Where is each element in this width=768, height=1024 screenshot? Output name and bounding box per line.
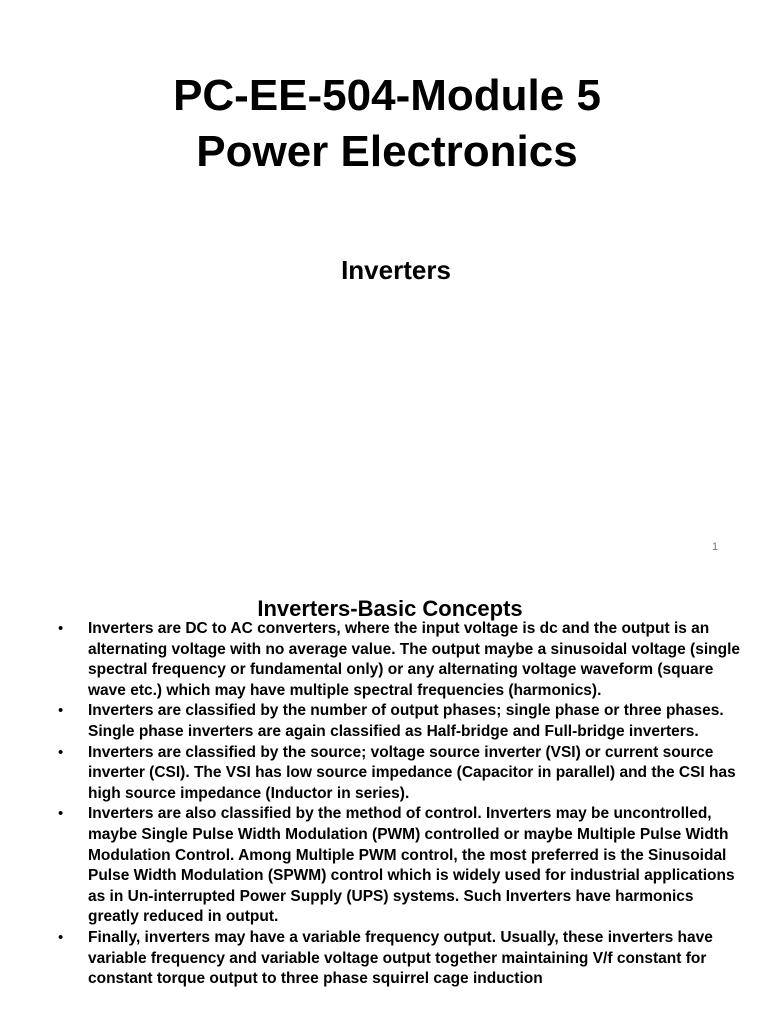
bullet-list — [0, 619, 768, 990]
slide-heading: Inverters-Basic Concepts — [257, 596, 523, 621]
bullet-dot-icon: • — [58, 928, 64, 946]
bullet-item — [0, 804, 768, 928]
bullet-item — [0, 619, 768, 701]
course-code-title: PC-EE-504-Module 5 — [173, 71, 601, 120]
bullet-text: Inverters are also classified by the method of control. Inverters may be uncontrolled, maybe Single Pulse Width Modulation (PWM) controlled or maybe Multiple Pulse Width Modulation Control. Among Multiple PWM control, the most preferred is the Sinusoidal Pulse Width Modulation (SPWM) control which is widely used for industrial applications as in Un-interrupted Power Supply (UPS) systems. Such Inverters have harmonics greatly reduced in output. — [88, 805, 735, 926]
page-number: 1 — [711, 541, 719, 553]
bullet-dot-icon: • — [58, 743, 64, 761]
bullet-dot-icon: • — [58, 620, 64, 637]
bullet-item — [0, 701, 768, 742]
bullet-text: Inverters are classified by the source; voltage source inverter (VSI) or current source inverter (CSI). The VSI has low source impedance (Capacitor in parallel) and the CSI has high source impedance (Inductor in series). — [88, 743, 736, 802]
slide-title — [0, 68, 768, 180]
bullet-text: Finally, inverters may have a variable frequency output. Usually, these inverters have variable frequency and variable voltage output together maintaining V/f constant for constant torque output to three phase squirrel cage induction — [88, 928, 713, 988]
slide-subtitle: Inverters — [341, 255, 451, 285]
bullet-text: Inverters are classified by the number of output phases; single phase or three phases. Single phase inverters are again classified as Half-bridge and Full-bridge inverters. — [88, 702, 724, 740]
bullet-dot-icon: • — [58, 805, 64, 823]
bullet-item — [0, 928, 768, 990]
course-name-title: Power Electronics — [196, 127, 578, 176]
bullet-text: Inverters are DC to AC converters, where the input voltage is dc and the output is an alternating voltage with no average value. The output maybe a sinusoidal voltage (single spectral frequency or fundamental only) or any alternating voltage waveform (square wave etc.) which may have multiple spectral frequencies (harmonics). — [88, 620, 740, 699]
slide-basic-concepts — [0, 576, 768, 1024]
bullet-item — [0, 743, 768, 805]
bullet-dot-icon: • — [58, 702, 64, 720]
